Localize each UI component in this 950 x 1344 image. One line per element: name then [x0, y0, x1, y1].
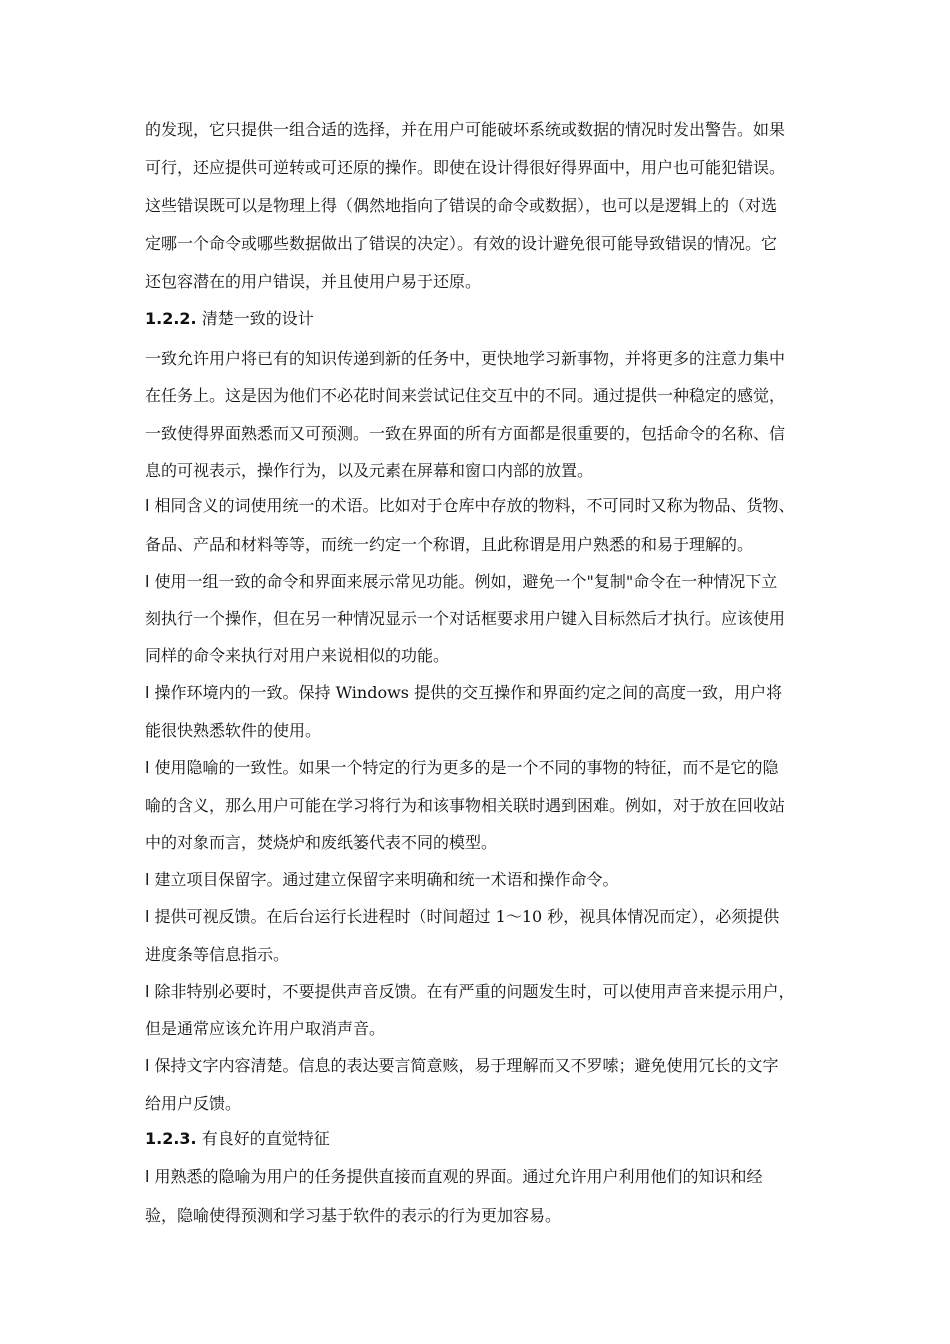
bullet-item [145, 1055, 815, 1077]
bullet-item [145, 906, 815, 928]
bullet-continuation: 能很快熟悉软件的使用。 [145, 721, 322, 740]
bullet-continuation: 同样的命令来执行对用户来说相似的功能。 [145, 646, 450, 665]
paragraph-line: 一致允许用户将已有的知识传递到新的任务中，更快地学习新事物，并将更多的注意力集中 [145, 349, 786, 368]
section-title: 清楚一致的设计 [196, 309, 314, 328]
bullet-text: 建立项目保留字。通过建立保留字来明确和统一术语和操作命令。 [154, 870, 619, 889]
intro-line: 这些错误既可以是物理上得（偶然地指向了错误的命令或数据），也可以是逻辑上的（对选 [145, 196, 778, 215]
section-number: 1.2.3. [145, 1129, 197, 1148]
intro-line: 定哪一个命令或哪些数据做出了错误的决定）。有效的设计避免很可能导致错误的情况。它 [145, 234, 778, 253]
bullet-marker: l [145, 758, 150, 777]
paragraph-line: 一致使得界面熟悉而又可预测。一致在界面的所有方面都是很重要的，包括命令的名称、信 [145, 424, 786, 443]
bullet-item [145, 1166, 815, 1188]
section-number: 1.2.2. [145, 309, 197, 328]
bullet-text: 操作环境内的一致。保持 Windows 提供的交互操作和界面约定之间的高度一致，用户将 [154, 683, 783, 702]
intro-line: 的发现，它只提供一组合适的选择，并在用户可能破坏系统或数据的情况时发出警告。如果 [145, 120, 786, 139]
paragraph-line: 在任务上。这是因为他们不必花时间来尝试记住交互中的不同。通过提供一种稳定的感觉， [145, 386, 786, 405]
bullet-text: 使用一组一致的命令和界面来展示常见功能。例如，避免一个"复制"命令在一种情况下立 [154, 572, 778, 591]
bullet-marker: l [145, 1167, 150, 1186]
intro-line: 还包容潜在的用户错误，并且使用户易于还原。 [145, 272, 482, 291]
bullet-marker: l [145, 683, 150, 702]
bullet-item [145, 981, 815, 1003]
bullet-continuation: 备品、产品和材料等等，而统一约定一个称谓，且此称谓是用户熟悉的和易于理解的。 [145, 535, 754, 554]
section-heading-1-2-3 [145, 1128, 330, 1150]
bullet-text: 用熟悉的隐喻为用户的任务提供直接而直观的界面。通过允许用户利用他们的知识和经 [154, 1167, 763, 1186]
bullet-continuation: 刻执行一个操作，但在另一种情况显示一个对话框要求用户键入目标然后才执行。应该使用 [145, 609, 786, 628]
bullet-marker: l [145, 870, 150, 889]
bullet-marker: l [145, 1056, 150, 1075]
bullet-marker: l [145, 572, 150, 591]
bullet-item [145, 495, 815, 517]
bullet-continuation: 喻的含义，那么用户可能在学习将行为和该事物相关联时遇到困难。例如，对于放在回收站 [145, 796, 786, 815]
bullet-continuation: 进度条等信息指示。 [145, 945, 290, 964]
bullet-item [145, 571, 815, 593]
bullet-continuation: 中的对象而言，焚烧炉和废纸篓代表不同的模型。 [145, 833, 498, 852]
bullet-continuation: 验，隐喻使得预测和学习基于软件的表示的行为更加容易。 [145, 1206, 562, 1225]
bullet-text: 使用隐喻的一致性。如果一个特定的行为更多的是一个不同的事物的特征，而不是它的隐 [154, 758, 779, 777]
bullet-continuation: 给用户反馈。 [145, 1094, 242, 1113]
section-heading-1-2-2 [145, 308, 314, 330]
bullet-text: 相同含义的词使用统一的术语。比如对于仓库中存放的物料，不可同时又称为物品、货物、 [154, 496, 795, 515]
bullet-marker: l [145, 907, 150, 926]
bullet-text: 提供可视反馈。在后台运行长进程时（时间超过 1～10 秒，视具体情况而定），必须提供 [154, 907, 780, 926]
bullet-marker: l [145, 496, 150, 515]
bullet-continuation: 但是通常应该允许用户取消声音。 [145, 1019, 386, 1038]
bullet-marker: l [145, 982, 150, 1001]
bullet-item [145, 682, 815, 704]
paragraph-line: 息的可视表示，操作行为，以及元素在屏幕和窗口内部的放置。 [145, 461, 594, 480]
bullet-item [145, 869, 815, 891]
bullet-item [145, 757, 815, 779]
bullet-text: 保持文字内容清楚。信息的表达要言简意赅，易于理解而又不罗嗦；避免使用冗长的文字 [154, 1056, 779, 1075]
bullet-text: 除非特别必要时，不要提供声音反馈。在有严重的问题发生时，可以使用声音来提示用户， [154, 982, 795, 1001]
intro-line: 可行，还应提供可逆转或可还原的操作。即使在设计得很好得界面中，用户也可能犯错误。 [145, 158, 786, 177]
section-title: 有良好的直觉特征 [196, 1129, 330, 1148]
